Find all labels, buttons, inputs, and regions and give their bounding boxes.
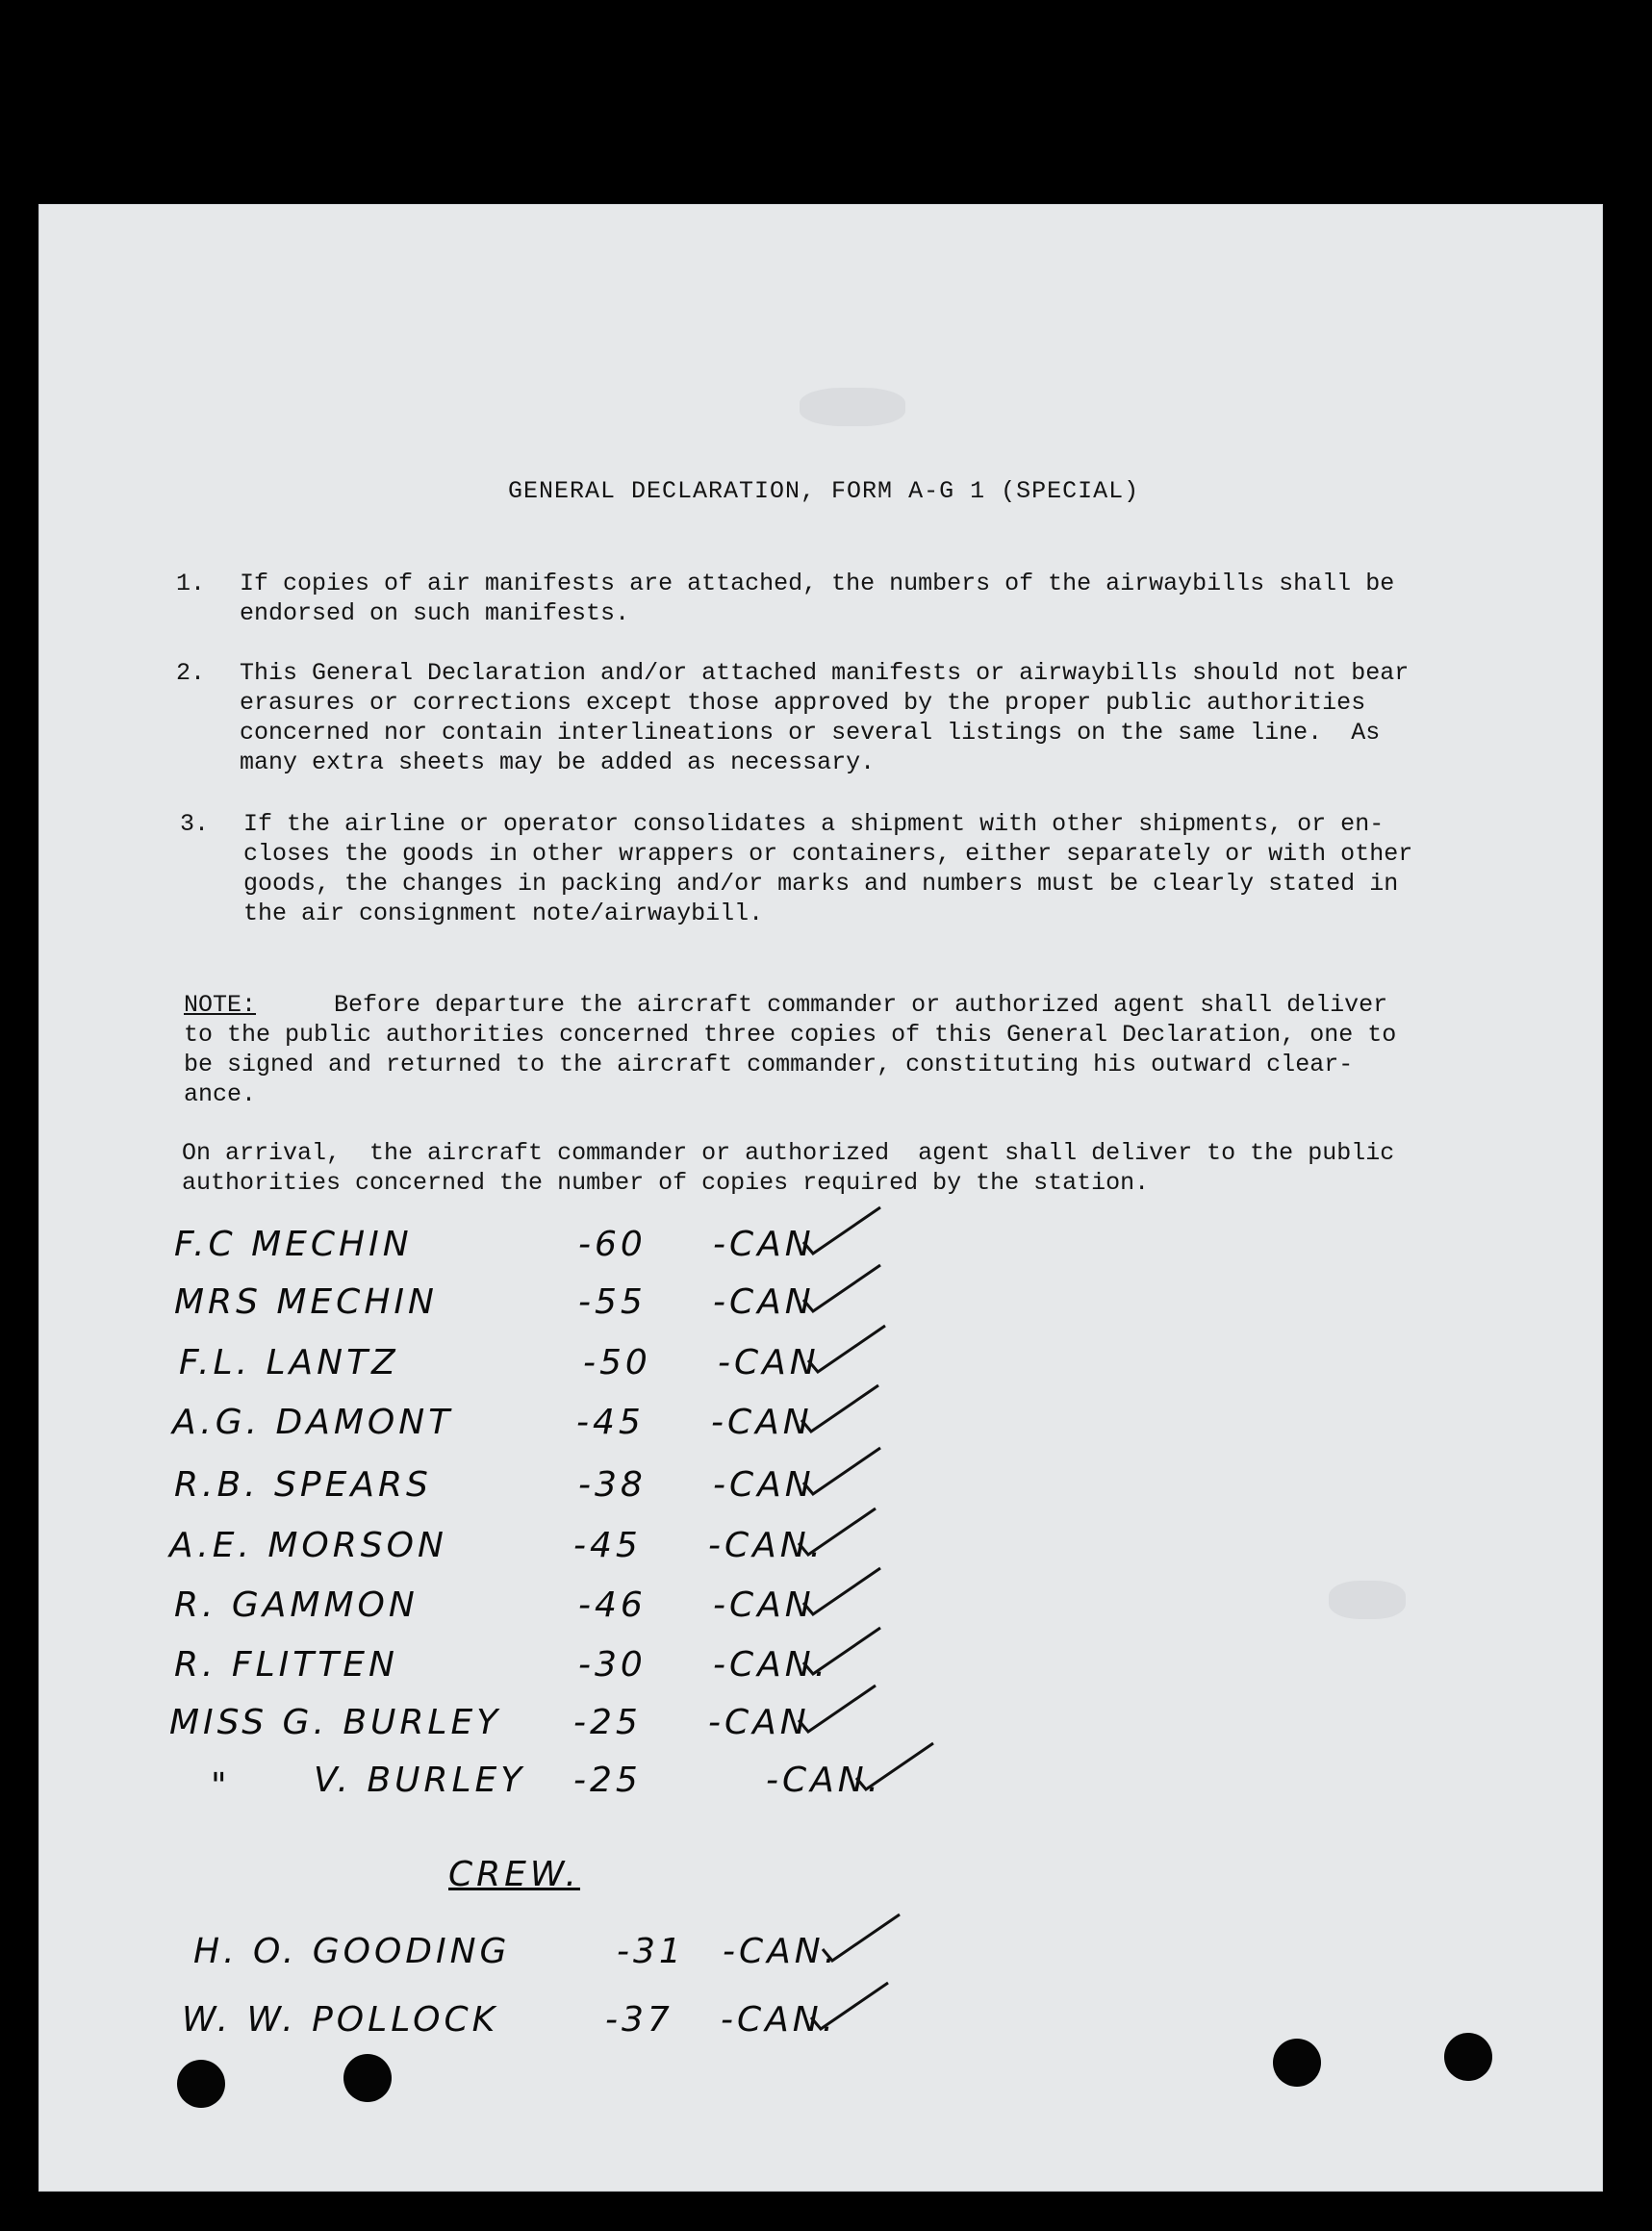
passenger-name: A.G. DAMONT: [172, 1403, 454, 1442]
note-line: be signed and returned to the aircraft commander, constituting his outward clear-: [184, 1051, 1354, 1078]
checkmark-icon: [800, 1444, 886, 1502]
declaration-page: [38, 204, 1603, 2192]
passenger-age: -50: [583, 1343, 651, 1382]
instruction-number: 2.: [176, 659, 206, 687]
passenger-nationality: -CAN.: [766, 1761, 883, 1800]
passenger-name: R.B. SPEARS: [174, 1465, 432, 1505]
instruction-line: If copies of air manifests are attached, the numbers of the airwaybills shall be: [240, 570, 1395, 597]
passenger-name: R. FLITTEN: [174, 1645, 398, 1685]
ditto-mark: ": [211, 1766, 231, 1806]
passenger-name: R. GAMMON: [174, 1585, 419, 1625]
checkmark-icon: [800, 1624, 886, 1682]
instruction-line: closes the goods in other wrappers or containers, either separately or with other: [243, 840, 1413, 868]
passenger-name: F.C MECHIN: [174, 1225, 413, 1264]
instruction-line: many extra sheets may be added as necessary.: [240, 748, 876, 776]
checkmark-icon: [800, 1261, 886, 1319]
passenger-nationality: -CAN.: [713, 1645, 830, 1685]
passenger-nationality: -CAN: [713, 1465, 815, 1505]
passenger-age: -25: [573, 1703, 642, 1742]
punch-hole: [1444, 2033, 1492, 2081]
checkmark-icon: [819, 1911, 905, 1968]
checkmark-icon: [852, 1739, 939, 1797]
crew-name: W. W. POLLOCK: [182, 2000, 499, 2040]
passenger-age: -45: [576, 1403, 645, 1442]
passenger-name: A.E. MORSON: [169, 1526, 447, 1565]
punch-hole: [1273, 2039, 1321, 2087]
passenger-name: V. BURLEY: [314, 1761, 526, 1800]
arrival-line: authorities concerned the number of copies required by the station.: [182, 1169, 1150, 1197]
instruction-line: erasures or corrections except those approved by the proper public authorities: [240, 689, 1366, 717]
passenger-nationality: -CAN: [711, 1403, 813, 1442]
form-title: GENERAL DECLARATION, FORM A-G 1 (SPECIAL): [508, 477, 1140, 505]
passenger-name: MISS G. BURLEY: [169, 1703, 502, 1742]
instruction-number: 3.: [180, 810, 210, 838]
checkmark-icon: [795, 1682, 881, 1739]
passenger-age: -30: [578, 1645, 647, 1685]
instruction-line: If the airline or operator consolidates a shipment with other shipments, or en-: [243, 810, 1385, 838]
instruction-line: goods, the changes in packing and/or marks and numbers must be clearly stated in: [243, 870, 1399, 898]
passenger-age: -60: [578, 1225, 647, 1264]
arrival-line: On arrival, the aircraft commander or authorized agent shall deliver to the public: [182, 1139, 1395, 1167]
crew-age: -31: [617, 1932, 685, 1971]
passenger-nationality: -CAN: [708, 1703, 810, 1742]
passenger-nationality: -CAN: [718, 1343, 820, 1382]
passenger-nationality: -CAN: [713, 1282, 815, 1322]
passenger-name: F.L. LANTZ: [179, 1343, 399, 1382]
checkmark-icon: [807, 1979, 894, 2037]
checkmark-icon: [795, 1505, 881, 1562]
crew-nationality: -CAN.: [721, 2000, 838, 2040]
crew-name: H. O. GOODING: [193, 1932, 511, 1971]
passenger-nationality: -CAN: [713, 1585, 815, 1625]
passenger-age: -55: [578, 1282, 647, 1322]
checkmark-icon: [798, 1382, 884, 1439]
instruction-line: endorsed on such manifests.: [240, 599, 630, 627]
crew-nationality: -CAN.: [723, 1932, 840, 1971]
instruction-line: the air consignment note/airwaybill.: [243, 900, 764, 927]
faint-mark: [800, 388, 905, 426]
crew-age: -37: [605, 2000, 674, 2040]
crew-heading: CREW.: [448, 1855, 580, 1894]
note-line: ance.: [184, 1080, 257, 1108]
checkmark-icon: [800, 1564, 886, 1622]
checkmark-icon: [800, 1204, 886, 1261]
note-line: to the public authorities concerned three copies of this General Declaration, one to: [184, 1021, 1397, 1049]
passenger-age: -38: [578, 1465, 647, 1505]
passenger-age: -25: [573, 1761, 642, 1800]
passenger-age: -46: [578, 1585, 647, 1625]
note-label: NOTE:: [184, 991, 257, 1019]
passenger-age: -45: [573, 1526, 642, 1565]
passenger-nationality: -CAN: [713, 1225, 815, 1264]
instruction-line: This General Declaration and/or attached manifests or airwaybills should not bear: [240, 659, 1410, 687]
passenger-name: MRS MECHIN: [174, 1282, 438, 1322]
checkmark-icon: [804, 1322, 891, 1380]
punch-hole: [177, 2060, 225, 2108]
faint-mark: [1329, 1581, 1406, 1619]
passenger-nationality: -CAN.: [708, 1526, 826, 1565]
instruction-line: concerned nor contain interlineations or several listings on the same line. As: [240, 719, 1381, 747]
instruction-number: 1.: [176, 570, 206, 597]
punch-hole: [343, 2054, 392, 2102]
note-line: Before departure the aircraft commander or authorized agent shall deliver: [334, 991, 1388, 1019]
